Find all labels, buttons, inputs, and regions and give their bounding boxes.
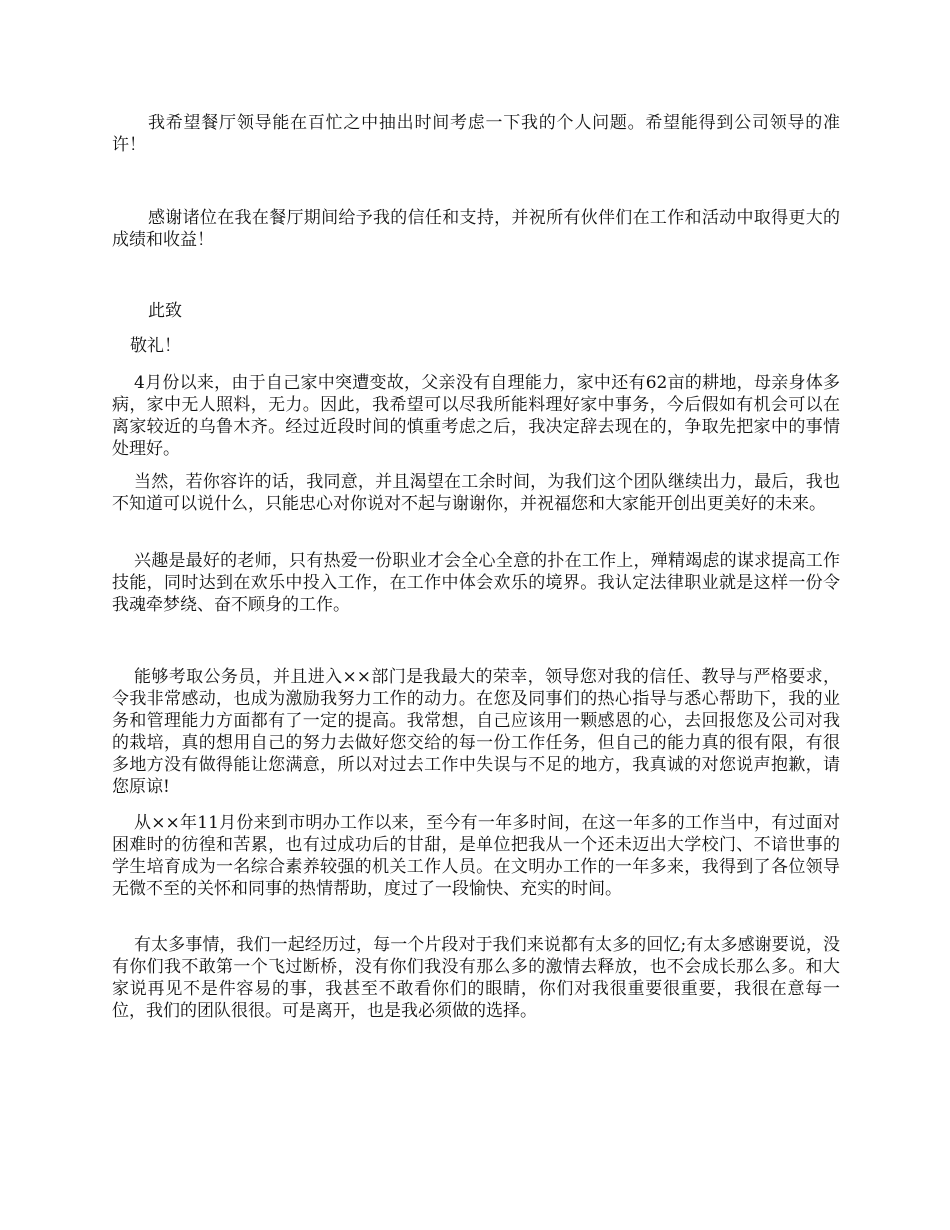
- closing-cizhi: 此致: [148, 301, 182, 321]
- paragraph-civilization-office: 从××年11月份来到市明办工作以来，至今有一年多时间，在这一年多的工作当中，有过面对困难时的彷徨和苦累，也有过成功后的甘甜，是单位把我从一个还未迈出大学校门、不谙世事的学生培育成为一名综合素养较强的机关工作人员。在文明办工作的一年多来，我得到了各位领导无微不至的关怀和同事的热情帮助，度过了一段愉快、充实的时间。: [112, 813, 840, 899]
- paragraph-request: 我希望餐厅领导能在百忙之中抽出时间考虑一下我的个人问题。希望能得到公司领导的准许！: [112, 113, 840, 155]
- paragraph-spare-time: 当然，若你容许的话，我同意，并且渴望在工余时间，为我们这个团队继续出力，最后，我也不知道可以说什么，只能忠心对你说对不起与谢谢你，并祝福您和大家能开创出更美好的未来。: [112, 472, 840, 514]
- paragraph-farewell: 有太多事情，我们一起经历过，每一个片段对于我们来说都有太多的回忆;有太多感谢要说，没有你们我不敢第一个飞过断桥，没有你们我没有那么多的激情去释放，也不会成长那么多。和大家说再见不是件容易的事，我甚至不敢看你们的眼睛，你们对我很重要很重要，我很在意每一位，我们的团队很很。可是离开，也是我必须做的选择。: [112, 935, 840, 1021]
- closing-jingli: 敬礼！: [130, 336, 181, 356]
- paragraph-family: 4月份以来，由于自己家中突遭变故，父亲没有自理能力，家中还有62亩的耕地，母亲身体多病，家中无人照料，无力。因此，我希望可以尽我所能料理好家中事务，今后假如有机会可以在离家较近的乌鲁木齐。经过近段时间的慎重考虑之后，我决定辞去现在的，争取先把家中的事情处理好。: [112, 373, 840, 459]
- paragraph-civil-servant: 能够考取公务员，并且进入××部门是我最大的荣幸，领导您对我的信任、教导与严格要求，令我非常感动，也成为激励我努力工作的动力。在您及同事们的热心指导与悉心帮助下，我的业务和管理能力方面都有了一定的提高。我常想，自己应该用一颗感恩的心，去回报您及公司对我的栽培，真的想用自己的努力去做好您交给的每一份工作任务，但自己的能力真的很有限，有很多地方没有做得能让您满意，所以对过去工作中失误与不足的地方，我真诚的对您说声抱歉，请您原谅!: [112, 667, 840, 797]
- paragraph-interest: 兴趣是最好的老师，只有热爱一份职业才会全心全意的扑在工作上，殚精竭虑的谋求提高工作技能，同时达到在欢乐中投入工作，在工作中体会欢乐的境界。我认定法律职业就是这样一份令我魂牵梦绕、奋不顾身的工作。: [112, 551, 840, 615]
- paragraph-thanks: 感谢诸位在我在餐厅期间给予我的信任和支持，并祝所有伙伴们在工作和活动中取得更大的成绩和收益！: [112, 208, 840, 250]
